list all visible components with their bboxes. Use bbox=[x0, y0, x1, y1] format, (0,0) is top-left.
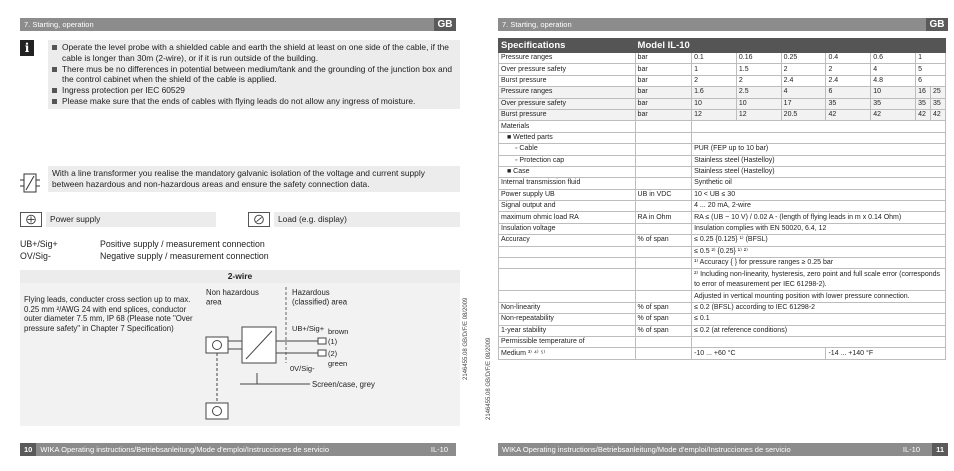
info-bullets bbox=[48, 40, 460, 109]
row-label: Permissible temperature of bbox=[499, 336, 636, 347]
row-value: RA ≤ (UB − 10 V) / 0.02 A - (length of flying leads in m x 0.14 Ohm) bbox=[692, 212, 946, 223]
row-value: 2.5 bbox=[736, 87, 781, 98]
definition-key: UB+/Sig+ bbox=[20, 239, 58, 249]
pin1-label: (1) bbox=[328, 337, 338, 346]
row-label: Pressure ranges bbox=[499, 87, 636, 98]
row-value: 4 bbox=[871, 64, 916, 75]
screen-label: Screen/case, grey bbox=[312, 380, 375, 389]
page-header bbox=[20, 18, 456, 31]
definition-key: OV/Sig- bbox=[20, 251, 51, 261]
accuracy-note: ¹⁾ Accuracy { } for pressure ranges ≥ 0.25 bar bbox=[692, 258, 946, 269]
row-unit: bar bbox=[635, 109, 692, 120]
ov-label: 0V/Sig- bbox=[290, 364, 315, 373]
table-row bbox=[499, 235, 946, 246]
row-value: ≤ 0.5 ²⁾ {0.25} ¹⁾ ²⁾ bbox=[692, 246, 946, 257]
load-icon bbox=[248, 212, 270, 227]
symbol-legend bbox=[20, 212, 460, 228]
header-title: 7. Starting, operation bbox=[24, 20, 94, 29]
table-row bbox=[499, 314, 946, 325]
row-label: ◦ Cable bbox=[499, 144, 636, 155]
row-value: 10 < UB ≤ 30 bbox=[692, 189, 946, 200]
brown-label: brown bbox=[328, 327, 349, 336]
row-value: 0.4 bbox=[826, 53, 871, 64]
table-row bbox=[499, 87, 946, 98]
row-value: ≤ 0.2 (BFSL) according to IEC 61298-2 bbox=[692, 302, 946, 313]
power-supply-label: Power supply bbox=[46, 212, 216, 227]
row-unit bbox=[635, 132, 692, 143]
info-box bbox=[20, 40, 458, 144]
row-value: 42 bbox=[826, 109, 871, 120]
definition-value: Positive supply / measurement connection bbox=[100, 239, 265, 249]
bullet-item: Please make sure that the ends of cables with flying leads do not allow any ingress of moisture. bbox=[52, 96, 456, 107]
row-value: 42 bbox=[916, 109, 931, 120]
row-value: 16 bbox=[916, 87, 931, 98]
accuracy-note: ²⁾ Including non-linearity, hysteresis, zero point and full scale error (corresponds to error of measurement per IEC 61298-2). bbox=[692, 269, 946, 291]
row-label: Accuracy bbox=[499, 235, 636, 246]
row-unit bbox=[635, 121, 692, 132]
spec-model: Model IL-10 bbox=[635, 39, 945, 53]
row-unit: RA in Ohm bbox=[635, 212, 692, 223]
row-value: 17 bbox=[781, 98, 826, 109]
table-row bbox=[499, 144, 946, 155]
row-label: Over pressure safety bbox=[499, 64, 636, 75]
footer-model: IL-10 bbox=[430, 445, 448, 454]
green-label: green bbox=[328, 359, 348, 368]
row-label: Non-linearity bbox=[499, 302, 636, 313]
medium-celsius: -10 ... +60 °C bbox=[692, 348, 826, 359]
row-unit: % of span bbox=[635, 325, 692, 336]
table-row bbox=[499, 132, 946, 143]
row-value: 4.8 bbox=[871, 75, 916, 86]
row-value: ≤ 0.25 {0.125} ¹⁾ (BFSL) bbox=[692, 235, 946, 246]
power-supply-icon bbox=[20, 212, 42, 227]
row-unit: % of span bbox=[635, 235, 692, 246]
row-value: 35 bbox=[826, 98, 871, 109]
spec-table bbox=[498, 38, 946, 360]
row-unit: % of span bbox=[635, 302, 692, 313]
table-row bbox=[499, 155, 946, 166]
definition-value: Negative supply / measurement connection bbox=[100, 251, 269, 261]
row-value: Stainless steel (Hastelloy) bbox=[692, 166, 946, 177]
table-row bbox=[499, 212, 946, 223]
ub-label: UB+/Sig+ bbox=[292, 324, 325, 333]
row-value: 35 bbox=[930, 98, 945, 109]
table-row bbox=[499, 178, 946, 189]
language-badge: GB bbox=[926, 18, 948, 31]
row-value: 6 bbox=[916, 75, 946, 86]
row-value: 4 ... 20 mA, 2-wire bbox=[692, 201, 946, 212]
row-value: 0.25 bbox=[781, 53, 826, 64]
row-value bbox=[692, 132, 946, 143]
table-row bbox=[499, 109, 946, 120]
footer-text: WIKA Operating instructions/Betriebsanleitung/Mode d'emploi/Instrucciones de servicio bbox=[40, 445, 330, 454]
row-label: ◦ Protection cap bbox=[499, 155, 636, 166]
transformer-icon bbox=[20, 172, 40, 194]
row-label: 1-year stability bbox=[499, 325, 636, 336]
row-unit bbox=[635, 155, 692, 166]
row-unit bbox=[635, 178, 692, 189]
transformer-note bbox=[20, 166, 460, 206]
wiring-title: 2-wire bbox=[20, 270, 460, 283]
spec-header-row bbox=[499, 39, 946, 53]
hazardous-label: Hazardous (classified) area bbox=[292, 288, 348, 307]
row-value: 0.1 bbox=[692, 53, 737, 64]
table-row bbox=[499, 258, 946, 269]
row-value: 1.5 bbox=[736, 64, 781, 75]
row-value: 20.5 bbox=[781, 109, 826, 120]
row-label: Non-repeatability bbox=[499, 314, 636, 325]
row-value: 2.4 bbox=[781, 75, 826, 86]
row-label: ■ Wetted parts bbox=[499, 132, 636, 143]
table-row bbox=[499, 98, 946, 109]
row-value: 5 bbox=[916, 64, 946, 75]
load-label: Load (e.g. display) bbox=[274, 212, 460, 227]
row-value: 2 bbox=[736, 75, 781, 86]
row-value: 10 bbox=[736, 98, 781, 109]
row-value: 2 bbox=[781, 64, 826, 75]
spec-container bbox=[498, 0, 948, 471]
left-page bbox=[0, 0, 470, 471]
row-value: Synthetic oil bbox=[692, 178, 946, 189]
page-number: 10 bbox=[20, 443, 36, 456]
row-label: Pressure ranges bbox=[499, 53, 636, 64]
row-value bbox=[692, 336, 946, 347]
page-number: 11 bbox=[932, 443, 948, 456]
table-row bbox=[499, 348, 946, 359]
row-value: 1 bbox=[916, 53, 946, 64]
row-value: 10 bbox=[871, 87, 916, 98]
row-value: Stainless steel (Hastelloy) bbox=[692, 155, 946, 166]
row-value: 4 bbox=[781, 87, 826, 98]
table-row bbox=[499, 246, 946, 257]
row-value: 1 bbox=[692, 64, 737, 75]
wiring-section bbox=[20, 246, 460, 426]
row-label: Insulation voltage bbox=[499, 223, 636, 234]
row-unit: bar bbox=[635, 75, 692, 86]
row-value: 0.6 bbox=[871, 53, 916, 64]
medium-fahrenheit: -14 ... +140 °F bbox=[826, 348, 946, 359]
row-value: 35 bbox=[871, 98, 916, 109]
table-row bbox=[499, 53, 946, 64]
row-value: 2 bbox=[826, 64, 871, 75]
row-value: Insulation complies with EN 50020, 6.4, 12 bbox=[692, 223, 946, 234]
row-value: 12 bbox=[736, 109, 781, 120]
row-unit bbox=[635, 336, 692, 347]
row-value: 1.6 bbox=[692, 87, 737, 98]
row-value: 2 bbox=[692, 75, 737, 86]
row-unit: bar bbox=[635, 87, 692, 98]
wiring-description: Flying leads, conducter cross section up to max. 0.25 mm ²/AWG 24 with end splices, conductor outer diameter 7.5 mm, IP 68 (Please note "Over pressure safety" in Chapter 7 Specification) bbox=[24, 295, 193, 333]
row-value: 42 bbox=[871, 109, 916, 120]
row-label: Materials bbox=[499, 121, 636, 132]
bullet-item: Operate the level probe with a shielded cable and earth the shield at least on one side of the cable, if the cable is longer than 30m (2-wire), or if it is run outside of the building. bbox=[52, 42, 456, 64]
row-value: 10 bbox=[692, 98, 737, 109]
wiring-diagram bbox=[20, 283, 460, 426]
bullet-item: There mus be no differences in potential between medium/tank and the grounding of the junction box and the control cabinet when the shield of the cable is applied. bbox=[52, 64, 456, 86]
table-row bbox=[499, 325, 946, 336]
row-value: ≤ 0.1 bbox=[692, 314, 946, 325]
row-value: 35 bbox=[916, 98, 931, 109]
lead-1 bbox=[318, 338, 326, 344]
table-row bbox=[499, 269, 946, 291]
lead-2 bbox=[318, 350, 326, 356]
row-value: 0.16 bbox=[736, 53, 781, 64]
accuracy-note: Adjusted in vertical mounting position with lower pressure connection. bbox=[692, 291, 946, 302]
row-value: 12 bbox=[692, 109, 737, 120]
table-row bbox=[499, 336, 946, 347]
table-row bbox=[499, 75, 946, 86]
pin2-label: (2) bbox=[328, 349, 338, 358]
footer-text: WIKA Operating instructions/Betriebsanleitung/Mode d'emploi/Instrucciones de servicio bbox=[502, 445, 791, 454]
table-row bbox=[499, 291, 946, 302]
header-title: 7. Starting, operation bbox=[502, 20, 572, 29]
row-unit: bar bbox=[635, 53, 692, 64]
supply-symbol bbox=[206, 337, 228, 353]
footer-model: IL-10 bbox=[902, 445, 920, 454]
doc-code: 2146455.08 GB/D/F/E 08/2009 bbox=[486, 337, 492, 420]
row-label: Internal transmission fluid bbox=[499, 178, 636, 189]
table-row bbox=[499, 121, 946, 132]
row-value: ≤ 0.2 (at reference conditions) bbox=[692, 325, 946, 336]
row-value: 6 bbox=[826, 87, 871, 98]
row-label: Medium ³⁾ ⁴⁾ ⁵⁾ bbox=[499, 348, 636, 359]
row-value: 25 bbox=[930, 87, 945, 98]
row-unit bbox=[635, 223, 692, 234]
page-footer bbox=[498, 443, 948, 456]
row-value: PUR (FEP up to 10 bar) bbox=[692, 144, 946, 155]
non-hazardous-label: Non hazardous area bbox=[206, 288, 259, 307]
row-unit: bar bbox=[635, 64, 692, 75]
table-row bbox=[499, 189, 946, 200]
table-row bbox=[499, 302, 946, 313]
transformer-text: With a line transformer you realise the mandatory galvanic isolation of the voltage and current supply between hazardous and non-hazardous areas and ensure the safety connection data. bbox=[48, 166, 460, 192]
row-label: Burst pressure bbox=[499, 109, 636, 120]
row-value bbox=[692, 121, 946, 132]
row-label: maximum ohmic load RA bbox=[499, 212, 636, 223]
row-unit bbox=[635, 144, 692, 155]
table-row bbox=[499, 166, 946, 177]
wiring-body bbox=[20, 283, 460, 426]
table-row bbox=[499, 64, 946, 75]
row-unit bbox=[635, 201, 692, 212]
row-unit: UB in VDC bbox=[635, 189, 692, 200]
spec-title: Specifications bbox=[499, 39, 636, 53]
row-label: Over pressure safety bbox=[499, 98, 636, 109]
bullet-item: Ingress protection per IEC 60529 bbox=[52, 85, 456, 96]
row-value: 2.4 bbox=[826, 75, 871, 86]
row-label: Burst pressure bbox=[499, 75, 636, 86]
load-symbol bbox=[206, 403, 228, 419]
language-badge: GB bbox=[434, 18, 456, 31]
row-unit bbox=[635, 166, 692, 177]
info-icon: i bbox=[20, 40, 34, 56]
row-value: 42 bbox=[930, 109, 945, 120]
page-footer bbox=[20, 443, 456, 456]
doc-code: 2146455.08 GB/D/F/E 08/2009 bbox=[463, 297, 469, 380]
row-label: Signal output and bbox=[499, 201, 636, 212]
row-label: Power supply UB bbox=[499, 189, 636, 200]
table-row bbox=[499, 201, 946, 212]
table-row bbox=[499, 223, 946, 234]
row-unit: % of span bbox=[635, 314, 692, 325]
right-page bbox=[484, 0, 954, 471]
row-label: ■ Case bbox=[499, 166, 636, 177]
row-unit: bar bbox=[635, 98, 692, 109]
